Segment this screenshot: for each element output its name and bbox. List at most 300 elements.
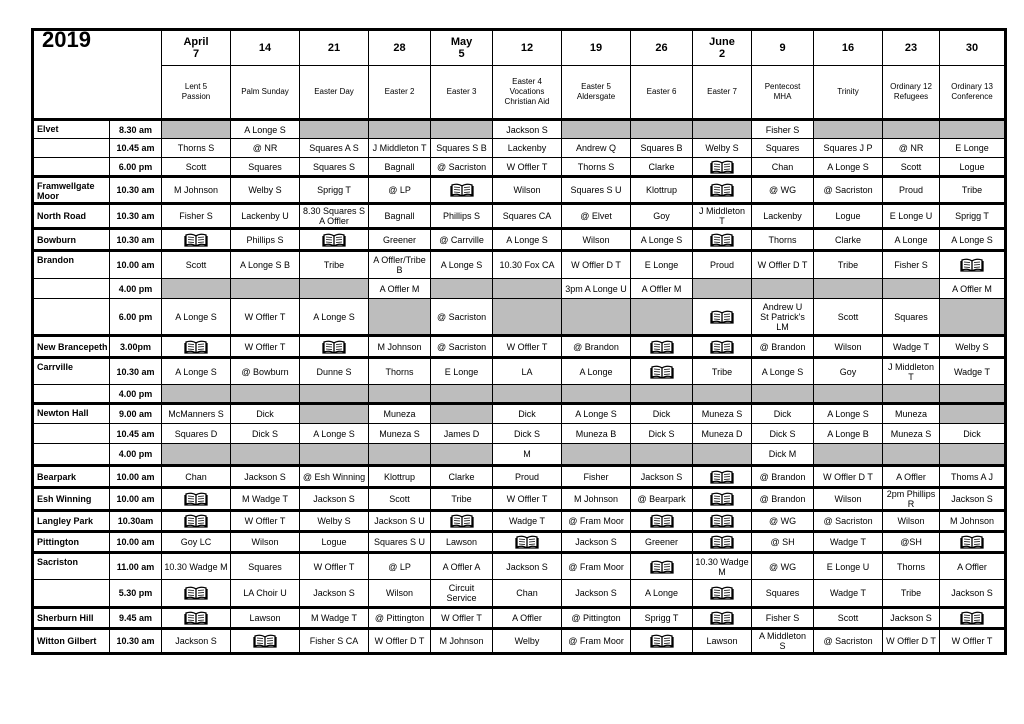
open-book-icon <box>450 514 474 528</box>
preacher-cell <box>231 444 300 466</box>
preacher-cell: Muneza <box>883 404 940 424</box>
preacher-cell: Jackson S <box>562 532 631 553</box>
preacher-cell: Welby S <box>940 336 1006 358</box>
preacher-cell: LA <box>493 358 562 385</box>
preacher-cell: Andrew U St Patrick's LM <box>752 299 814 336</box>
preacher-cell: @ Fram Moor <box>562 629 631 654</box>
church-name <box>33 385 110 404</box>
preacher-cell <box>631 553 693 580</box>
preacher-cell: M Wadge T <box>300 608 369 629</box>
preacher-cell: A Longe S <box>814 404 883 424</box>
preacher-cell: Welby S <box>231 177 300 204</box>
preacher-cell: Jackson S <box>940 580 1006 608</box>
open-book-icon <box>710 586 734 600</box>
preacher-cell <box>940 608 1006 629</box>
preacher-cell: Jackson S <box>562 580 631 608</box>
service-time: 10.00 am <box>110 532 162 553</box>
church-name: Langley Park <box>33 511 110 532</box>
preacher-cell: @ LP <box>369 177 431 204</box>
preacher-cell: Logue <box>940 158 1006 177</box>
preacher-cell: James D <box>431 424 493 444</box>
preacher-cell: W Offler D T <box>562 251 631 279</box>
table-row <box>33 488 1006 511</box>
service-time: 4.00 pm <box>110 444 162 466</box>
preacher-cell: @ Bowburn <box>231 358 300 385</box>
year-heading: 2019 <box>33 30 162 120</box>
occasion-label: Easter 7 <box>693 66 752 120</box>
church-name: Elvet <box>33 120 110 139</box>
preacher-cell <box>814 120 883 139</box>
preacher-cell <box>493 299 562 336</box>
open-book-icon <box>710 310 734 324</box>
preacher-cell: Sprigg T <box>631 608 693 629</box>
preacher-cell: Muneza D <box>693 424 752 444</box>
date-header: 30 <box>940 30 1006 66</box>
preacher-cell: Jackson S <box>940 488 1006 511</box>
open-book-icon <box>650 340 674 354</box>
preacher-cell: Dick S <box>752 424 814 444</box>
preacher-cell <box>162 580 231 608</box>
preacher-cell: A Longe S <box>814 158 883 177</box>
preacher-cell <box>162 385 231 404</box>
preacher-cell: Squares B <box>631 139 693 158</box>
service-time: 10.00 am <box>110 251 162 279</box>
preacher-cell <box>693 466 752 488</box>
preacher-cell <box>631 629 693 654</box>
preacher-cell: M Johnson <box>940 511 1006 532</box>
preacher-cell: A Longe S <box>162 299 231 336</box>
preacher-cell <box>940 385 1006 404</box>
table-row <box>33 629 1006 654</box>
service-time: 10.00 am <box>110 488 162 511</box>
service-time: 10.30 am <box>110 629 162 654</box>
preacher-cell <box>883 444 940 466</box>
preacher-cell: Clarke <box>814 229 883 251</box>
preacher-cell: A Offler M <box>631 279 693 299</box>
preacher-cell: A Longe <box>883 229 940 251</box>
preacher-cell <box>562 120 631 139</box>
preacher-cell: @ Brandon <box>752 488 814 511</box>
preacher-cell: Wilson <box>369 580 431 608</box>
preacher-cell: A Offler A <box>431 553 493 580</box>
preacher-cell: W Offler T <box>231 299 300 336</box>
preacher-cell: Dick <box>631 404 693 424</box>
preacher-cell: E Longe U <box>814 553 883 580</box>
preacher-cell <box>814 444 883 466</box>
preacher-cell: Chan <box>162 466 231 488</box>
preacher-cell <box>752 385 814 404</box>
preacher-cell: @ Fram Moor <box>562 553 631 580</box>
preacher-cell: Logue <box>814 204 883 229</box>
preacher-cell: @ Carrville <box>431 229 493 251</box>
date-header: 16 <box>814 30 883 66</box>
service-time: 6.00 pm <box>110 299 162 336</box>
open-book-icon <box>960 258 984 272</box>
preacher-cell: @ Sacriston <box>431 158 493 177</box>
preacher-cell: Goy <box>814 358 883 385</box>
table-row <box>33 466 1006 488</box>
occasion-label: Lent 5 Passion <box>162 66 231 120</box>
open-book-icon <box>184 611 208 625</box>
preacher-cell <box>883 120 940 139</box>
table-row <box>33 229 1006 251</box>
open-book-icon <box>322 340 346 354</box>
open-book-icon <box>184 514 208 528</box>
open-book-icon <box>184 233 208 247</box>
preacher-cell: Jackson S <box>162 629 231 654</box>
preacher-cell: Scott <box>162 251 231 279</box>
preacher-cell <box>693 177 752 204</box>
preacher-cell <box>369 385 431 404</box>
preacher-cell: A Longe S <box>300 299 369 336</box>
service-time: 11.00 am <box>110 553 162 580</box>
preacher-cell: Dick M <box>752 444 814 466</box>
preacher-cell: Proud <box>693 251 752 279</box>
preacher-cell: Goy <box>631 204 693 229</box>
preacher-cell <box>631 444 693 466</box>
preacher-cell: LA Choir U <box>231 580 300 608</box>
preacher-cell: Chan <box>752 158 814 177</box>
preacher-cell <box>631 299 693 336</box>
preacher-cell: J Middleton T <box>883 358 940 385</box>
preacher-cell: A Middleton S <box>752 629 814 654</box>
preacher-cell <box>369 444 431 466</box>
preacher-cell: Jackson S <box>631 466 693 488</box>
preacher-cell: A Longe S <box>562 404 631 424</box>
preacher-cell: W Offler D T <box>752 251 814 279</box>
preacher-cell: Muneza S <box>369 424 431 444</box>
preacher-cell: @ Bearpark <box>631 488 693 511</box>
preacher-cell: Scott <box>162 158 231 177</box>
date-header: 21 <box>300 30 369 66</box>
preacher-cell: Andrew Q <box>562 139 631 158</box>
church-name: Bowburn <box>33 229 110 251</box>
preacher-cell <box>231 385 300 404</box>
open-book-icon <box>710 492 734 506</box>
preacher-cell <box>300 229 369 251</box>
preacher-cell: Phillips S <box>431 204 493 229</box>
preacher-cell: Lawson <box>231 608 300 629</box>
preacher-cell: Dick S <box>231 424 300 444</box>
preacher-cell: Squares S B <box>431 139 493 158</box>
preacher-cell: M Wadge T <box>231 488 300 511</box>
preacher-cell: @ NR <box>883 139 940 158</box>
table-row <box>33 299 1006 336</box>
preacher-cell: Jackson S <box>493 120 562 139</box>
preacher-cell: @ Sacriston <box>431 336 493 358</box>
preacher-cell: Phillips S <box>231 229 300 251</box>
preacher-cell: Wadge T <box>883 336 940 358</box>
preacher-cell: A Longe <box>631 580 693 608</box>
preacher-cell <box>162 488 231 511</box>
occasion-label: Pentecost MHA <box>752 66 814 120</box>
preacher-cell: Clarke <box>631 158 693 177</box>
preacher-cell: Welby S <box>300 511 369 532</box>
open-book-icon <box>650 560 674 574</box>
service-time: 4.00 pm <box>110 279 162 299</box>
preacher-cell: Squares D <box>162 424 231 444</box>
table-row <box>33 532 1006 553</box>
preacher-cell: Thorns S <box>162 139 231 158</box>
preacher-cell: Squares S U <box>369 532 431 553</box>
table-row <box>33 608 1006 629</box>
preacher-cell: Welby S <box>693 139 752 158</box>
preacher-cell: J Middleton T <box>369 139 431 158</box>
preacher-cell <box>162 511 231 532</box>
service-time: 5.30 pm <box>110 580 162 608</box>
church-name <box>33 444 110 466</box>
preacher-cell <box>493 385 562 404</box>
date-header <box>693 30 752 66</box>
month-label: May <box>450 36 473 48</box>
table-row <box>33 553 1006 580</box>
occasion-label: Trinity <box>814 66 883 120</box>
preacher-cell: Greener <box>369 229 431 251</box>
church-name <box>33 158 110 177</box>
date-label: 7 <box>192 48 200 60</box>
preacher-cell: @ NR <box>231 139 300 158</box>
preacher-cell: Scott <box>369 488 431 511</box>
month-label: June <box>709 36 735 48</box>
preacher-cell: Muneza S <box>883 424 940 444</box>
preacher-cell: Clarke <box>431 466 493 488</box>
preacher-cell: @ SH <box>752 532 814 553</box>
preacher-cell: Muneza <box>369 404 431 424</box>
preacher-cell <box>162 120 231 139</box>
preacher-cell <box>693 229 752 251</box>
preacher-cell <box>631 511 693 532</box>
preacher-cell <box>562 385 631 404</box>
date-header: 19 <box>562 30 631 66</box>
service-time: 9.00 am <box>110 404 162 424</box>
table-row <box>33 385 1006 404</box>
occasion-label: Ordinary 13 Conference <box>940 66 1006 120</box>
preaching-plan-table <box>31 28 1007 655</box>
preacher-cell <box>162 279 231 299</box>
preacher-cell: 10.30 Wadge M <box>162 553 231 580</box>
open-book-icon <box>650 634 674 648</box>
preacher-cell: Thorns S <box>562 158 631 177</box>
preacher-cell: Lawson <box>693 629 752 654</box>
date-header <box>162 30 231 66</box>
church-name: New Brancepeth <box>33 336 110 358</box>
preacher-cell: A Longe S <box>752 358 814 385</box>
preacher-cell: E Longe <box>431 358 493 385</box>
table-row <box>33 158 1006 177</box>
preacher-cell: Jackson S <box>231 466 300 488</box>
preacher-cell: @ Brandon <box>752 336 814 358</box>
preacher-cell <box>940 404 1006 424</box>
preacher-cell: Squares J P <box>814 139 883 158</box>
preacher-cell: Squares CA <box>493 204 562 229</box>
preacher-cell: Fisher S <box>752 120 814 139</box>
preacher-cell: W Offler D T <box>814 466 883 488</box>
preacher-cell: Lackenby U <box>231 204 300 229</box>
preacher-cell: M Johnson <box>162 177 231 204</box>
preacher-cell: @ Sacriston <box>431 299 493 336</box>
preacher-cell: Fisher S CA <box>300 629 369 654</box>
service-time: 9.45 am <box>110 608 162 629</box>
preacher-cell: Proud <box>493 466 562 488</box>
service-time: 10.30 am <box>110 177 162 204</box>
preacher-cell: A Offler <box>940 553 1006 580</box>
preacher-cell: @ WG <box>752 511 814 532</box>
preacher-cell: McManners S <box>162 404 231 424</box>
church-name: Framwellgate Moor <box>33 177 110 204</box>
preacher-cell: Wilson <box>814 488 883 511</box>
preacher-cell: Bagnall <box>369 204 431 229</box>
preacher-cell: @SH <box>883 532 940 553</box>
church-name: Carrville <box>33 358 110 385</box>
open-book-icon <box>253 634 277 648</box>
preacher-cell: E Longe U <box>883 204 940 229</box>
preacher-cell: Wilson <box>883 511 940 532</box>
open-book-icon <box>710 611 734 625</box>
preacher-cell: @ Brandon <box>562 336 631 358</box>
preacher-cell: A Longe S <box>300 424 369 444</box>
month-label: April <box>183 36 209 48</box>
date-label: 5 <box>458 48 465 60</box>
preacher-cell: Thorns <box>883 553 940 580</box>
preacher-cell <box>940 299 1006 336</box>
service-time: 10.45 am <box>110 139 162 158</box>
preacher-cell: Welby <box>493 629 562 654</box>
preacher-cell: Lawson <box>431 532 493 553</box>
preacher-cell: Bagnall <box>369 158 431 177</box>
preacher-cell <box>940 532 1006 553</box>
preacher-cell: W Offler T <box>431 608 493 629</box>
church-name: Bearpark <box>33 466 110 488</box>
preacher-cell: A Offler M <box>369 279 431 299</box>
preacher-cell: Dick <box>231 404 300 424</box>
preacher-cell: A Longe <box>562 358 631 385</box>
church-name: Brandon <box>33 251 110 279</box>
preacher-cell <box>231 629 300 654</box>
open-book-icon <box>322 233 346 247</box>
occasion-label: Easter 6 <box>631 66 693 120</box>
table-row <box>33 251 1006 279</box>
open-book-icon <box>710 470 734 484</box>
preacher-cell: W Offler T <box>493 488 562 511</box>
preacher-cell <box>814 279 883 299</box>
service-time: 10.30 am <box>110 229 162 251</box>
preacher-cell: A Longe S <box>940 229 1006 251</box>
preacher-cell <box>752 279 814 299</box>
preacher-cell <box>693 158 752 177</box>
open-book-icon <box>710 183 734 197</box>
preacher-cell: Fisher <box>562 466 631 488</box>
preacher-cell <box>493 279 562 299</box>
preacher-cell: W Offler T <box>300 553 369 580</box>
preacher-cell: Scott <box>883 158 940 177</box>
date-label: 2 <box>718 48 726 60</box>
preacher-cell: @ Sacriston <box>814 629 883 654</box>
preacher-cell: Tribe <box>693 358 752 385</box>
church-name <box>33 139 110 158</box>
preacher-cell <box>300 336 369 358</box>
open-book-icon <box>710 340 734 354</box>
preacher-cell <box>693 299 752 336</box>
preacher-cell <box>231 279 300 299</box>
preacher-cell <box>431 404 493 424</box>
preacher-cell: Klottrup <box>631 177 693 204</box>
occasion-label: Easter 3 <box>431 66 493 120</box>
preacher-cell: A Longe S <box>493 229 562 251</box>
preacher-cell <box>940 251 1006 279</box>
preacher-cell <box>300 444 369 466</box>
preacher-cell: Tribe <box>300 251 369 279</box>
service-time: 10.00 am <box>110 466 162 488</box>
preacher-cell: W Offler D T <box>883 629 940 654</box>
preacher-cell: M <box>493 444 562 466</box>
open-book-icon <box>184 492 208 506</box>
preacher-cell <box>562 299 631 336</box>
preacher-cell: 8.30 Squares S A Offler <box>300 204 369 229</box>
preacher-cell <box>300 404 369 424</box>
preacher-cell: A Longe S <box>162 358 231 385</box>
preacher-cell: Proud <box>883 177 940 204</box>
preacher-cell: Jackson S U <box>369 511 431 532</box>
preacher-cell <box>693 385 752 404</box>
preacher-cell: Jackson S <box>883 608 940 629</box>
preacher-cell: Goy LC <box>162 532 231 553</box>
preacher-cell: Tribe <box>431 488 493 511</box>
preacher-cell: Sprigg T <box>300 177 369 204</box>
preacher-cell: Squares S <box>300 158 369 177</box>
table-row <box>33 580 1006 608</box>
preacher-cell: Thorns <box>369 358 431 385</box>
open-book-icon <box>960 535 984 549</box>
table-row <box>33 358 1006 385</box>
date-header: 23 <box>883 30 940 66</box>
occasion-label: Ordinary 12 Refugees <box>883 66 940 120</box>
church-name: Sacriston <box>33 553 110 580</box>
preacher-cell <box>562 444 631 466</box>
open-book-icon <box>710 514 734 528</box>
date-header: 9 <box>752 30 814 66</box>
open-book-icon <box>650 514 674 528</box>
preacher-cell: Wilson <box>814 336 883 358</box>
table-row <box>33 424 1006 444</box>
church-name: Newton Hall <box>33 404 110 424</box>
preacher-cell: Lackenby <box>752 204 814 229</box>
preacher-cell <box>431 385 493 404</box>
preacher-cell: Dunne S <box>300 358 369 385</box>
preacher-cell: Squares <box>231 158 300 177</box>
table-row <box>33 404 1006 424</box>
table-row <box>33 177 1006 204</box>
preacher-cell <box>693 120 752 139</box>
preacher-cell <box>631 358 693 385</box>
preacher-cell: M Johnson <box>369 336 431 358</box>
preacher-cell: A Offler <box>493 608 562 629</box>
preacher-cell: Fisher S <box>162 204 231 229</box>
table-row <box>33 204 1006 229</box>
preacher-cell: E Longe <box>631 251 693 279</box>
table-row <box>33 120 1006 139</box>
service-time: 8.30 am <box>110 120 162 139</box>
preacher-cell: A Longe S B <box>231 251 300 279</box>
preacher-cell <box>693 511 752 532</box>
preacher-cell: Wadge T <box>814 580 883 608</box>
preacher-cell: Dick S <box>493 424 562 444</box>
church-name <box>33 299 110 336</box>
preacher-cell: W Offler T <box>231 336 300 358</box>
preacher-cell: Fisher S <box>883 251 940 279</box>
preacher-cell: Muneza S <box>693 404 752 424</box>
table-row <box>33 444 1006 466</box>
preacher-cell: 10.30 Wadge M <box>693 553 752 580</box>
